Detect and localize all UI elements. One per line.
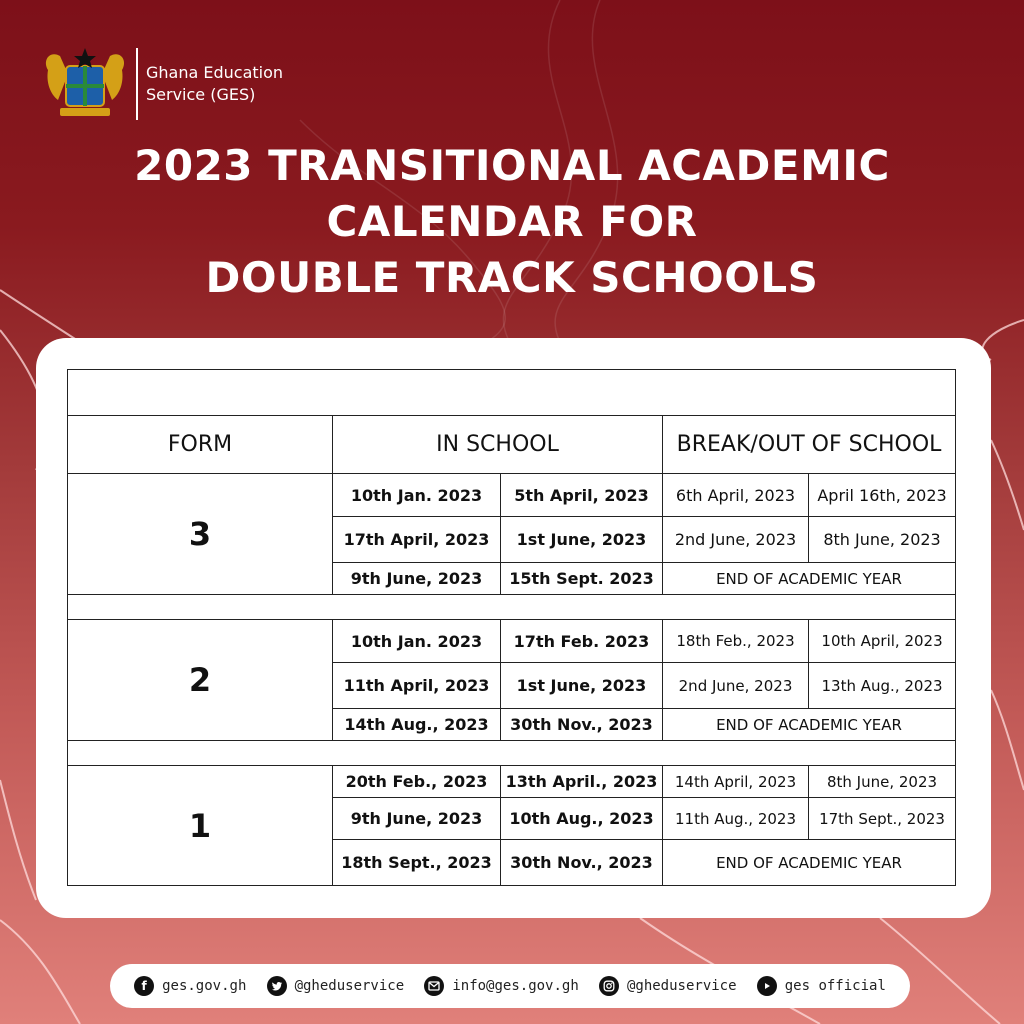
footer-instagram[interactable] bbox=[599, 976, 737, 996]
header-break: BREAK/OUT OF SCHOOL bbox=[663, 416, 956, 474]
youtube-icon bbox=[757, 976, 777, 996]
footer-youtube[interactable] bbox=[757, 976, 886, 996]
in-start-cell: 10th Jan. 2023 bbox=[333, 620, 501, 663]
in-end-cell: 13th April., 2023 bbox=[501, 766, 663, 798]
in-end-cell: 1st June, 2023 bbox=[501, 663, 663, 709]
calendar-card bbox=[36, 338, 991, 918]
table-gap-row bbox=[68, 595, 956, 620]
table-row bbox=[68, 766, 956, 798]
in-start-cell: 17th April, 2023 bbox=[333, 517, 501, 563]
out-end-cell: April 16th, 2023 bbox=[809, 474, 956, 517]
facebook-icon: f bbox=[134, 976, 154, 996]
twitter-handle-text: @gheduservice bbox=[294, 978, 405, 994]
out-start-cell: 18th Feb., 2023 bbox=[663, 620, 809, 663]
footer-twitter[interactable] bbox=[267, 976, 405, 996]
page-title bbox=[0, 138, 1024, 306]
title-line2: CALENDAR FOR bbox=[326, 197, 698, 246]
in-start-cell: 14th Aug., 2023 bbox=[333, 709, 501, 741]
out-end-cell: 8th June, 2023 bbox=[809, 766, 956, 798]
email-text: info@ges.gov.gh bbox=[452, 978, 579, 994]
footer-email[interactable] bbox=[424, 976, 578, 996]
in-start-cell: 9th June, 2023 bbox=[333, 563, 501, 595]
footer-website[interactable] bbox=[134, 976, 246, 996]
table-header-row bbox=[68, 416, 956, 474]
table-blank-row bbox=[68, 370, 956, 416]
in-start-cell: 10th Jan. 2023 bbox=[333, 474, 501, 517]
email-icon bbox=[424, 976, 444, 996]
in-end-cell: 17th Feb. 2023 bbox=[501, 620, 663, 663]
contact-footer bbox=[110, 964, 910, 1008]
end-of-year-cell: END OF ACADEMIC YEAR bbox=[663, 709, 956, 741]
out-start-cell: 6th April, 2023 bbox=[663, 474, 809, 517]
header bbox=[42, 46, 302, 122]
youtube-channel-text: ges official bbox=[784, 978, 886, 994]
ghana-coat-of-arms-logo bbox=[42, 46, 128, 122]
in-end-cell: 30th Nov., 2023 bbox=[501, 840, 663, 886]
out-start-cell: 14th April, 2023 bbox=[663, 766, 809, 798]
in-start-cell: 18th Sept., 2023 bbox=[333, 840, 501, 886]
out-start-cell: 2nd June, 2023 bbox=[663, 663, 809, 709]
org-name-line1: Ghana Education bbox=[146, 63, 284, 82]
title-line1: 2023 TRANSITIONAL ACADEMIC bbox=[134, 141, 890, 190]
table-gap-row bbox=[68, 741, 956, 766]
in-end-cell: 10th Aug., 2023 bbox=[501, 798, 663, 840]
form-number: 1 bbox=[68, 766, 333, 886]
in-end-cell: 1st June, 2023 bbox=[501, 517, 663, 563]
in-end-cell: 5th April, 2023 bbox=[501, 474, 663, 517]
title-line3: DOUBLE TRACK SCHOOLS bbox=[205, 253, 819, 302]
instagram-icon bbox=[599, 976, 619, 996]
in-start-cell: 11th April, 2023 bbox=[333, 663, 501, 709]
table-row bbox=[68, 620, 956, 663]
in-end-cell: 30th Nov., 2023 bbox=[501, 709, 663, 741]
table-row bbox=[68, 474, 956, 517]
in-start-cell: 20th Feb., 2023 bbox=[333, 766, 501, 798]
out-start-cell: 11th Aug., 2023 bbox=[663, 798, 809, 840]
org-name-line2: Service (GES) bbox=[146, 85, 256, 104]
form-number: 3 bbox=[68, 474, 333, 595]
end-of-year-cell: END OF ACADEMIC YEAR bbox=[663, 563, 956, 595]
twitter-icon bbox=[267, 976, 287, 996]
in-end-cell: 15th Sept. 2023 bbox=[501, 563, 663, 595]
header-divider bbox=[136, 48, 138, 120]
instagram-handle-text: @gheduservice bbox=[626, 978, 737, 994]
in-start-cell: 9th June, 2023 bbox=[333, 798, 501, 840]
organization-name bbox=[146, 62, 306, 106]
academic-calendar-table bbox=[67, 369, 956, 886]
header-in-school: IN SCHOOL bbox=[333, 416, 663, 474]
out-end-cell: 13th Aug., 2023 bbox=[809, 663, 956, 709]
form-number: 2 bbox=[68, 620, 333, 741]
website-text: ges.gov.gh bbox=[162, 978, 247, 994]
out-end-cell: 8th June, 2023 bbox=[809, 517, 956, 563]
out-end-cell: 17th Sept., 2023 bbox=[809, 798, 956, 840]
end-of-year-cell: END OF ACADEMIC YEAR bbox=[663, 840, 956, 886]
out-start-cell: 2nd June, 2023 bbox=[663, 517, 809, 563]
out-end-cell: 10th April, 2023 bbox=[809, 620, 956, 663]
header-form: FORM bbox=[68, 416, 333, 474]
